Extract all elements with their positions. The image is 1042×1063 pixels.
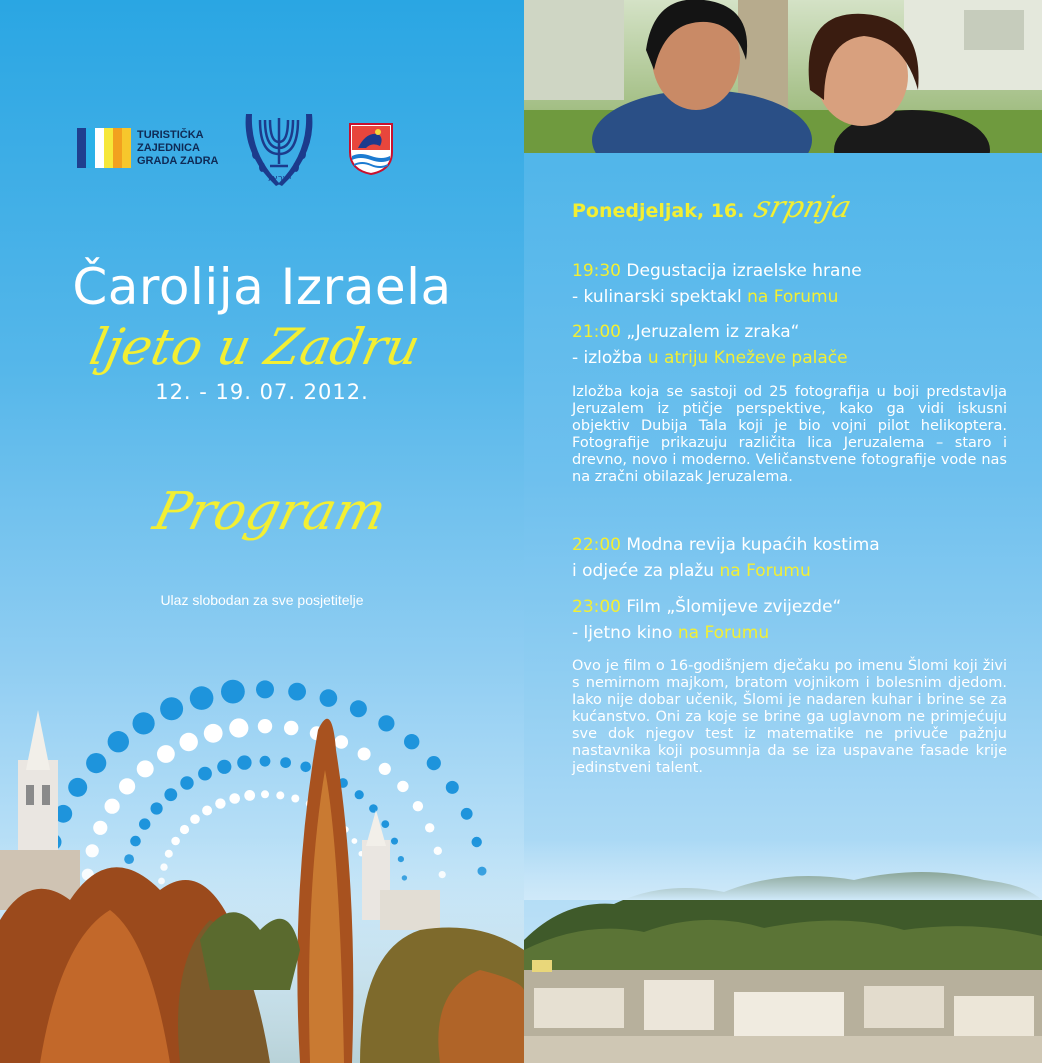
main-title: Čarolija Izraela bbox=[72, 258, 452, 316]
film-description: Ovo je film o 16-godišnjem dječaku po imenu Šlomi koji živi s nemirnom majkom, bratom vojnikom i bolesnim djedom. Iako nije dobar učenik, Šlomi je nadaren kuhar i brine se za kućanstvo. Oni za koje se brine ga uglavnom ne primjećuju sve dok njegov test iz matematike ne privuče pažnju nastavnika koji posumnja da se iza uspavane fasade krije jedinstveni talent. bbox=[572, 658, 1007, 776]
right-panel bbox=[524, 0, 1042, 1063]
zadar-county-coat-of-arms-icon bbox=[348, 122, 394, 176]
event-3-title: Modna revija kupaćih kostima bbox=[621, 535, 880, 555]
day-label: Ponedjeljak, 16. bbox=[572, 200, 745, 222]
event-2-title: „Jeruzalem iz zraka“ bbox=[621, 322, 800, 342]
event-1-title: Degustacija izraelske hrane bbox=[621, 261, 862, 281]
day-month: srpnja bbox=[750, 190, 855, 225]
event-3-location: na Forumu bbox=[719, 561, 811, 581]
tourist-board-line1: TURISTIČKA bbox=[137, 128, 204, 141]
tourist-board-name bbox=[137, 129, 218, 168]
day-heading bbox=[572, 190, 855, 225]
event-1-time: 19:30 bbox=[572, 261, 621, 281]
tourist-board-line2: ZAJEDNICA bbox=[137, 141, 200, 154]
subtitle-script: ljeto u Zadru bbox=[84, 318, 426, 376]
event-4-title: Film „Šlomijeve zvijezde“ bbox=[621, 597, 842, 617]
event-1 bbox=[572, 258, 862, 310]
event-4 bbox=[572, 594, 841, 646]
zadar-hill-landscape-photo bbox=[524, 840, 1042, 1063]
event-2-time: 21:00 bbox=[572, 322, 621, 342]
event-3 bbox=[572, 532, 880, 584]
event-4-subtitle: - ljetno kino bbox=[572, 623, 678, 643]
program-heading: Program bbox=[147, 482, 393, 542]
israel-emblem-icon bbox=[240, 104, 318, 192]
event-3-time: 22:00 bbox=[572, 535, 621, 555]
festival-dates: 12. - 19. 07. 2012. bbox=[155, 380, 369, 404]
couple-photo bbox=[524, 0, 1042, 153]
event-1-location: na Forumu bbox=[747, 287, 839, 307]
event-2-location: u atriju Kneževe palače bbox=[647, 348, 848, 368]
event-4-location: na Forumu bbox=[677, 623, 770, 643]
emblem-text: ישראל bbox=[266, 174, 292, 184]
tourist-board-stripes-icon bbox=[77, 128, 131, 168]
exhibition-description: Izložba koja se sastoji od 25 fotografija u boji predstavlja Jeruzalem iz ptičje perspektive, kako ga vidi iskusni objektiv Dubija Tala koji je bio vojni pilot helikoptera. Fotografije prikazuju različita lica Jeruzalema – staro i drevno, novo i moderno. Veličanstvene fotografije vode nas na zračni obilazak Jeruzalema. bbox=[572, 384, 1007, 485]
event-2 bbox=[572, 319, 848, 371]
tourist-board-line3: GRADA ZADRA bbox=[137, 154, 219, 167]
event-2-subtitle: - izložba bbox=[572, 348, 648, 368]
tourist-board-logo bbox=[77, 128, 218, 168]
free-entry-note: Ulaz slobodan za sve posjetitelje bbox=[160, 592, 364, 608]
event-1-subtitle: - kulinarski spektakl bbox=[572, 287, 748, 307]
jerusalem-landscape-illustration bbox=[0, 690, 524, 1063]
event-4-time: 23:00 bbox=[572, 597, 621, 617]
event-3-subtitle: i odjeće za plažu bbox=[572, 561, 720, 581]
